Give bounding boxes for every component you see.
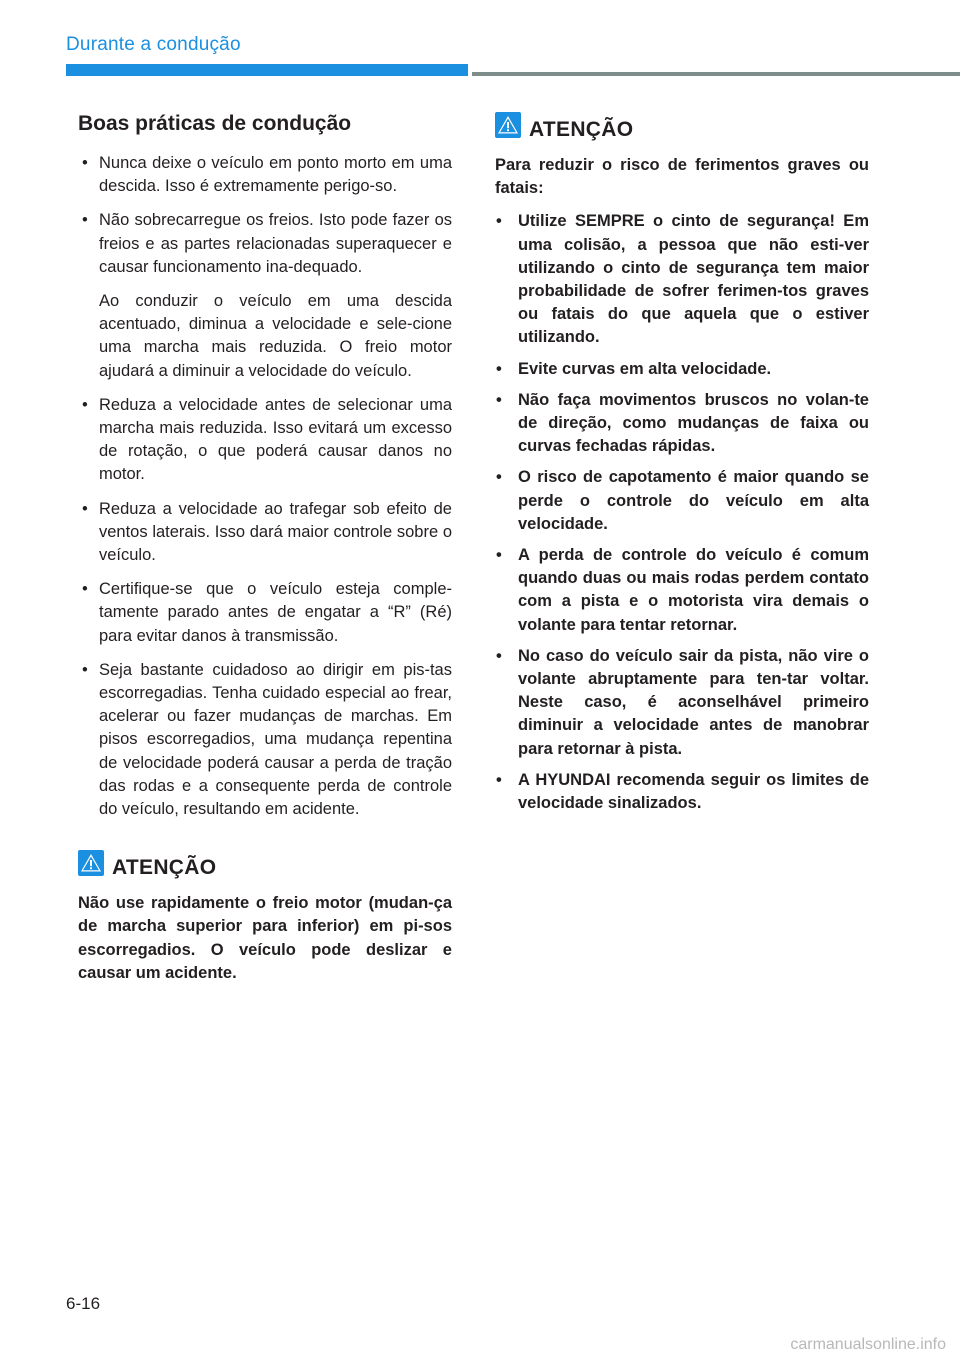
bullet-mark: • [496, 770, 502, 789]
warning-title: ATENÇÃO [529, 118, 634, 141]
warning-list [495, 210, 869, 815]
header-rule-blue [66, 64, 468, 76]
bullet-mark: • [82, 499, 88, 518]
bullet-mark: • [82, 395, 88, 414]
bullet-mark: • [82, 211, 88, 230]
header-rule-gray [472, 72, 960, 76]
warning-title: ATENÇÃO [112, 856, 217, 880]
right-column [495, 112, 869, 823]
bullet-mark: • [496, 546, 502, 565]
warning-header [495, 112, 869, 142]
warning-triangle-icon [495, 112, 521, 138]
list-item: • Reduza a velocidade ao trafegar sob efeito de ventos laterais. Isso dará maior controle sobre o veículo. [82, 499, 452, 565]
list-item: • A HYUNDAI recomenda seguir os limites de velocidade sinalizados. [496, 770, 869, 813]
list-item: • O risco de capotamento é maior quando se perde o controle do veículo em alta velocidade. [496, 468, 869, 533]
list-item: • Não faça movimentos bruscos no volan-te de direção, como mudanças de faixa ou curvas fechadas rápidas. [496, 390, 869, 456]
list-item: • Não sobrecarregue os freios. Isto pode fazer os freios e as partes relacionadas superaquecer e causar funcionamento ina-dequado. [82, 211, 452, 276]
page-heading: Boas práticas de condução [78, 112, 352, 135]
list-item: • No caso do veículo sair da pista, não vire o volante abruptamente para ten-tar voltar. Neste caso, é aconselhável primeiro diminuir a velocidade antes de manobrar para retornar à pista. [496, 646, 869, 758]
section-title: Durante a condução [66, 34, 241, 55]
driving-tips-list-continued [78, 394, 452, 821]
list-item: • Evite curvas em alta velocidade. [495, 358, 869, 381]
page-number: 6-16 [66, 1294, 101, 1313]
driving-tips-list [78, 152, 452, 279]
watermark: carmanualsonline.info [790, 1336, 946, 1353]
list-item: • A perda de controle do veículo é comum quando duas ou mais rodas perdem contato com a pista e o motorista vira demais o volante para tentar retornar. [496, 546, 869, 634]
warning-triangle-icon [78, 850, 104, 876]
bullet-mark: • [82, 580, 88, 599]
list-subparagraph: Ao conduzir o veículo em uma descida acentuado, diminua a velocidade e sele-cione uma marcha mais reduzida. O freio motor ajudará a diminuir a velocidade do veículo. [99, 292, 452, 380]
bullet-mark: • [82, 154, 88, 172]
warning-intro: Para reduzir o risco de ferimentos graves ou fatais: [495, 156, 869, 198]
list-item: • Utilize SEMPRE o cinto de segurança! Em uma colisão, a pessoa que não esti-ver utilizando o cinto de segurança tem maior probabilidade de sofrer ferimen-tos graves ou fatais do que aquela que o estiver utilizando. [496, 212, 869, 347]
bullet-mark: • [496, 646, 502, 665]
bullet-mark: • [496, 390, 502, 409]
bullet-mark: • [496, 212, 502, 231]
bullet-mark: • [496, 359, 502, 378]
list-item: • Reduza a velocidade antes de selecionar uma marcha mais reduzida. Isso evitará um excesso de rotação, o que poderá causar danos no motor. [82, 395, 452, 484]
bullet-mark: • [496, 468, 502, 487]
list-item: • Certifique-se que o veículo esteja comple-tamente parado antes de engatar a “R” (Ré) para evitar danos à transmissão. [82, 580, 452, 645]
list-item: • Nunca deixe o veículo em ponto morto em uma descida. Isso é extremamente perigo-so. [82, 154, 452, 196]
bullet-mark: • [82, 660, 88, 679]
left-column [78, 112, 452, 985]
list-item: • Seja bastante cuidadoso ao dirigir em pis-tas escorregadias. Tenha cuidado especial ao frear, acelerar ou fazer mudanças de marchas. Em pisos escorregadios, uma mudança repentina de velocidade poderá causar a perda de tração das rodas e a consequente perda de controle do veículo, resultando em acidente. [82, 660, 452, 819]
warning-header [78, 850, 452, 880]
warning-text: Não use rapidamente o freio motor (mudan-ça de marcha superior para inferior) em pi-sos escorregadios. O veículo pode deslizar e causar um acidente. [78, 894, 452, 982]
